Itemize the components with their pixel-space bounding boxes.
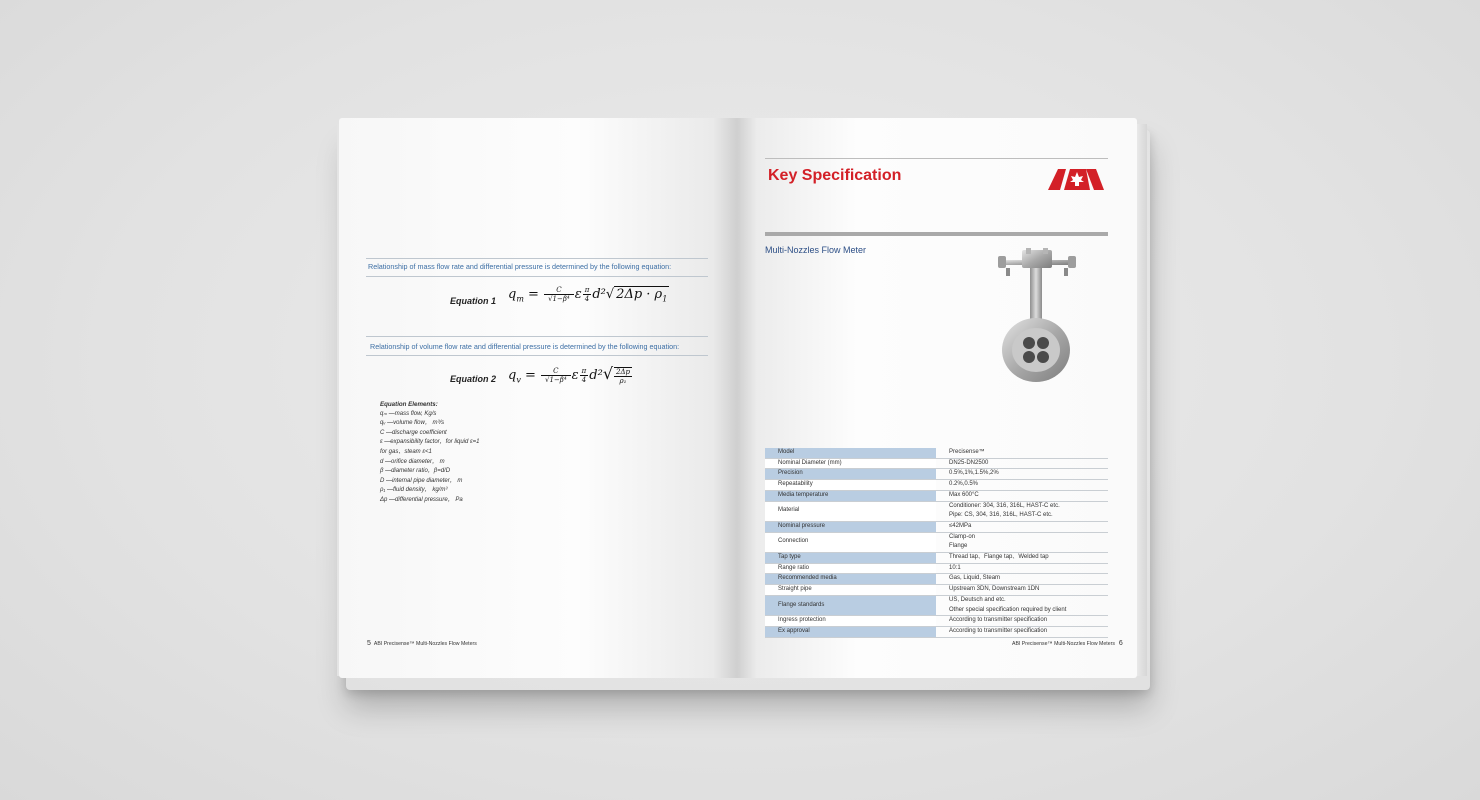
key-specification-title: Key Specification [768,167,902,184]
equation-2-formula: $q_v$ = $\frac{C}{\text{√1−β⁴}}$ ε $\frac{\pi}{4}$ d²√ $\frac{2\Delta p}{\text{ρ₁}}$ [508,364,631,385]
element-line: qᵥ —volume flow， m³/s [380,420,445,427]
right-footer-text: ABI Precisense™ Multi-Nozzles Flow Meters [1012,641,1115,647]
element-line: β —diameter ratio，β=d/D [380,468,451,475]
spec-key: Tap type [765,553,936,564]
spec-value [936,553,1108,564]
page-stack-right [1137,124,1147,676]
spec-key: Ingress protection [765,616,936,627]
spec-value-line: US, Deutsch and etc. [949,596,1006,603]
element-line: Δp —differential pressure， Pa [380,496,463,503]
left-footer-text: ABI Precisense™ Multi-Nozzles Flow Meters [373,641,477,647]
spec-row [765,553,1108,564]
spec-value-line: Precisense™ [949,449,985,455]
right-footer [1012,640,1123,647]
caption-rule-top-1 [366,258,708,259]
spec-row [765,501,1108,521]
element-line: D —internal pipe diameter， m [380,477,463,484]
spec-value-line: 0.5%,1%,1.5%,2% [949,470,999,477]
mass-flow-caption: Relationship of mass flow rate and differential pressure is determined by the following equation: [368,262,672,271]
spec-row [765,626,1108,637]
spec-value [936,585,1108,596]
spec-value [936,521,1108,532]
spec-row [765,595,1108,615]
right-page-number: 6 [1118,640,1123,647]
element-line: ε —expansibility factor，for liquid ε=1 [380,439,480,446]
spec-value-line: Other special specification required by client [949,606,1067,613]
spec-value [936,480,1108,491]
spec-value-line: According to transmitter specification [949,617,1048,624]
spec-value-line: ≤42MPa [949,522,972,529]
spec-value-line: 10:1 [949,564,961,571]
spec-value [936,458,1108,469]
left-footer [367,640,477,647]
spec-value [936,501,1108,521]
spec-value [936,532,1108,552]
spec-value [936,490,1108,501]
element-line: C —discharge coefficient [380,429,447,436]
spec-key: Connection [765,532,936,552]
left-page [339,118,737,678]
spec-row [765,616,1108,627]
spec-key: Precision [765,469,936,480]
spec-value-line: Upstream 3DN, Downstream 1DN [949,586,1040,593]
caption-rule-bottom-2 [366,355,708,356]
spec-row [765,574,1108,585]
header-gray-bar [765,232,1108,236]
spec-row [765,585,1108,596]
spec-row [765,469,1108,480]
spec-value-line: Thread tap、Flange tap、Welded tap [949,554,1049,561]
spec-key: Range ratio [765,563,936,574]
spec-value-line: According to transmitter specification [949,627,1048,634]
spec-value-line: Max 600°C [949,491,979,498]
spec-value-line: Conditioner: 304, 316, 316L, HAST-C etc. [949,502,1060,509]
spec-value [936,448,1108,458]
equation-1-formula: $q_m$ = $\frac{C}{\text{√1−β⁴}}$ ε $\frac{\pi}{4}$ d²√ $2\Delta p \cdot \rho_1$ [508,286,668,304]
spec-row [765,458,1108,469]
spec-key: Nominal pressure [765,521,936,532]
equation-elements-title: Equation Elements: [380,401,438,408]
element-line: ρ₁ —fluid density， kg/m³ [380,487,448,494]
left-page-number: 5 [367,640,371,647]
spec-value-line: Clamp-on [949,533,976,540]
title-rule [765,158,1108,159]
abi-logo [1046,168,1106,190]
spec-key: Ex approval [765,626,936,637]
spec-row [765,521,1108,532]
spec-row [765,448,1108,458]
spec-value-line: Pipe: CS, 304, 316, 316L, HAST-C etc. [949,512,1053,519]
equation-1-label: Equation 1 [450,296,497,306]
element-line: qₘ —mass flow, Kg/s [380,410,437,417]
spec-key: Flange standards [765,595,936,615]
spec-value [936,563,1108,574]
spec-key: Straight pipe [765,585,936,596]
caption-rule-top-2 [366,336,708,337]
spec-value-line: Gas, Liquid, Steam [949,575,1001,582]
spec-value-line: 0.2%,0.5% [949,481,979,488]
spec-row [765,490,1108,501]
element-line: d —orifice diameter， m [380,458,445,465]
spec-row [765,480,1108,491]
volume-flow-caption: Relationship of volume flow rate and differential pressure is determined by the following equation: [370,342,680,351]
equation-elements [380,400,479,506]
product-subtitle: Multi-Nozzles Flow Meter [765,245,867,255]
spec-row [765,563,1108,574]
spec-value [936,626,1108,637]
spec-key: Nominal Diameter (mm) [765,458,936,469]
spec-value-line: Flange [949,543,968,550]
specification-table [765,448,1108,638]
spec-key: Recommended media [765,574,936,585]
spec-value [936,616,1108,627]
spec-key: Repeatability [765,480,936,491]
spec-key: Media temperature [765,490,936,501]
flow-meter-product-image [992,248,1082,388]
caption-rule-bottom-1 [366,276,708,277]
spec-value [936,469,1108,480]
spec-key: Model [765,448,936,458]
spec-value-line: DN25-DN2500 [949,459,989,466]
equation-2-label: Equation 2 [450,374,497,384]
spec-value [936,595,1108,615]
spec-key: Material [765,501,936,521]
spec-row [765,532,1108,552]
spec-value [936,574,1108,585]
element-line: for gas、steam ε<1 [380,448,432,455]
